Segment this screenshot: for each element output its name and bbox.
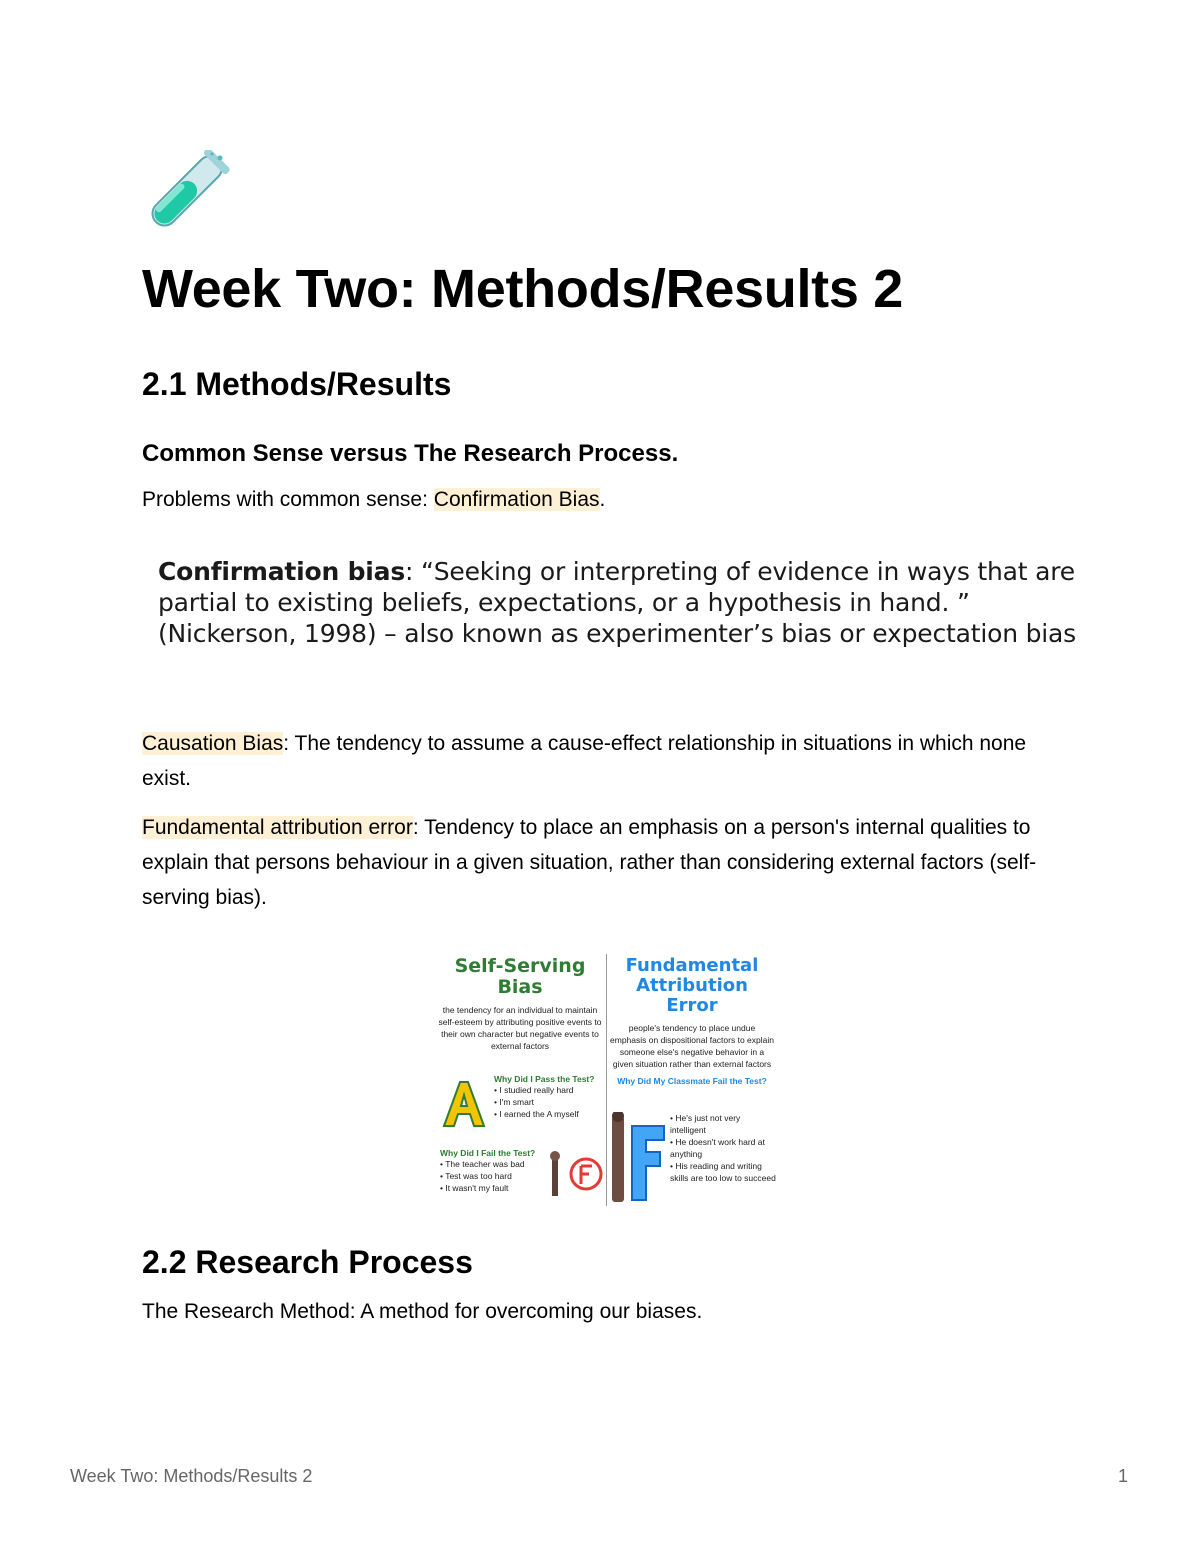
infographic-divider [606,954,607,1206]
causation-bias-definition: : The tendency to assume a cause-effect relationship in situations in which none exist. [142,732,1027,790]
list-item: • I'm smart [494,1096,600,1108]
fae-heading-line2: Attribution [636,975,748,996]
self-serving-bias-panel [436,952,604,1208]
fae-heading-line1: Fundamental [625,955,759,976]
list-item: • He's just not very intelligent [670,1112,776,1136]
list-item: • Test was too hard [440,1170,544,1182]
causation-bias-term: Causation Bias [142,732,284,755]
fail-section [440,1148,604,1194]
confirmation-bias-highlight: Confirmation Bias [433,488,600,511]
grade-a-icon [440,1078,488,1128]
fae-paragraph [142,810,1052,915]
section-heading-methods-results: 2.1 Methods/Results [142,366,452,402]
list-item: • It wasn't my fault [440,1182,544,1194]
list-item: • His reading and writing skills are too low to succeed [670,1160,776,1184]
fail-list [440,1158,544,1194]
subheading-common-sense: Common Sense versus The Research Process. [142,440,679,467]
page-number: 1 [1118,1466,1129,1486]
bias-infographic [436,952,776,1208]
self-serving-heading-line1: Self-Serving [454,955,586,977]
self-serving-heading-line2: Bias [497,976,543,998]
quote-text: : “Seeking or interpreting of evidence in ways that are partial to existing beliefs, expectations, or a hypothesis in hand. ” (Nickerson, 1998) – also known as experimenter’s bias or expectation bias [158,557,1076,648]
fae-term: Fundamental attribution error [142,816,413,839]
self-serving-description: the tendency for an individual to maintain self-esteem by attributing positive events to their own character but negative events to external factors [438,1005,602,1051]
problems-suffix: . [599,488,606,511]
fae-heading-line3: Error [666,995,718,1016]
fae-question: Why Did My Classmate Fail the Test? [617,1076,767,1086]
list-item: • I earned the A myself [494,1108,600,1120]
fae-heading [608,956,776,1016]
fae-description: people's tendency to place undue emphasis on dispositional factors to explain someone else's negative behavior in a given situation rather than external factors [610,1023,774,1069]
list-item: • He doesn't work hard at anything [670,1136,776,1160]
list-item: • I studied really hard [494,1084,600,1096]
fae-list [670,1112,776,1184]
causation-bias-paragraph [142,726,1052,796]
pass-list [494,1084,600,1120]
pass-section [440,1074,600,1120]
problems-prefix: Problems with common sense: [142,488,434,511]
grade-f-icon [548,1150,604,1202]
quote-term: Confirmation bias [158,557,406,586]
list-item: • The teacher was bad [440,1158,544,1170]
problems-paragraph [142,482,1052,517]
page-title: Week Two: Methods/Results 2 [142,259,904,319]
test-tube-icon [140,150,230,236]
research-method-paragraph: The Research Method: A method for overcoming our biases. [142,1300,703,1323]
self-serving-heading [436,956,604,998]
pass-question: Why Did I Pass the Test? [494,1074,595,1084]
section-heading-research-process: 2.2 Research Process [142,1244,473,1280]
confirmation-bias-quote [158,556,1078,649]
footer-title: Week Two: Methods/Results 2 [70,1466,313,1486]
fae-definition: : Tendency to place an emphasis on a person's internal qualities to explain that persons behaviour in a given situation, rather than considering external factors (self-serving bias). [142,816,1037,909]
fae-example [610,1112,776,1184]
grade-f-blue-icon [610,1112,666,1204]
fail-question: Why Did I Fail the Test? [440,1148,536,1158]
fae-panel [608,952,776,1208]
